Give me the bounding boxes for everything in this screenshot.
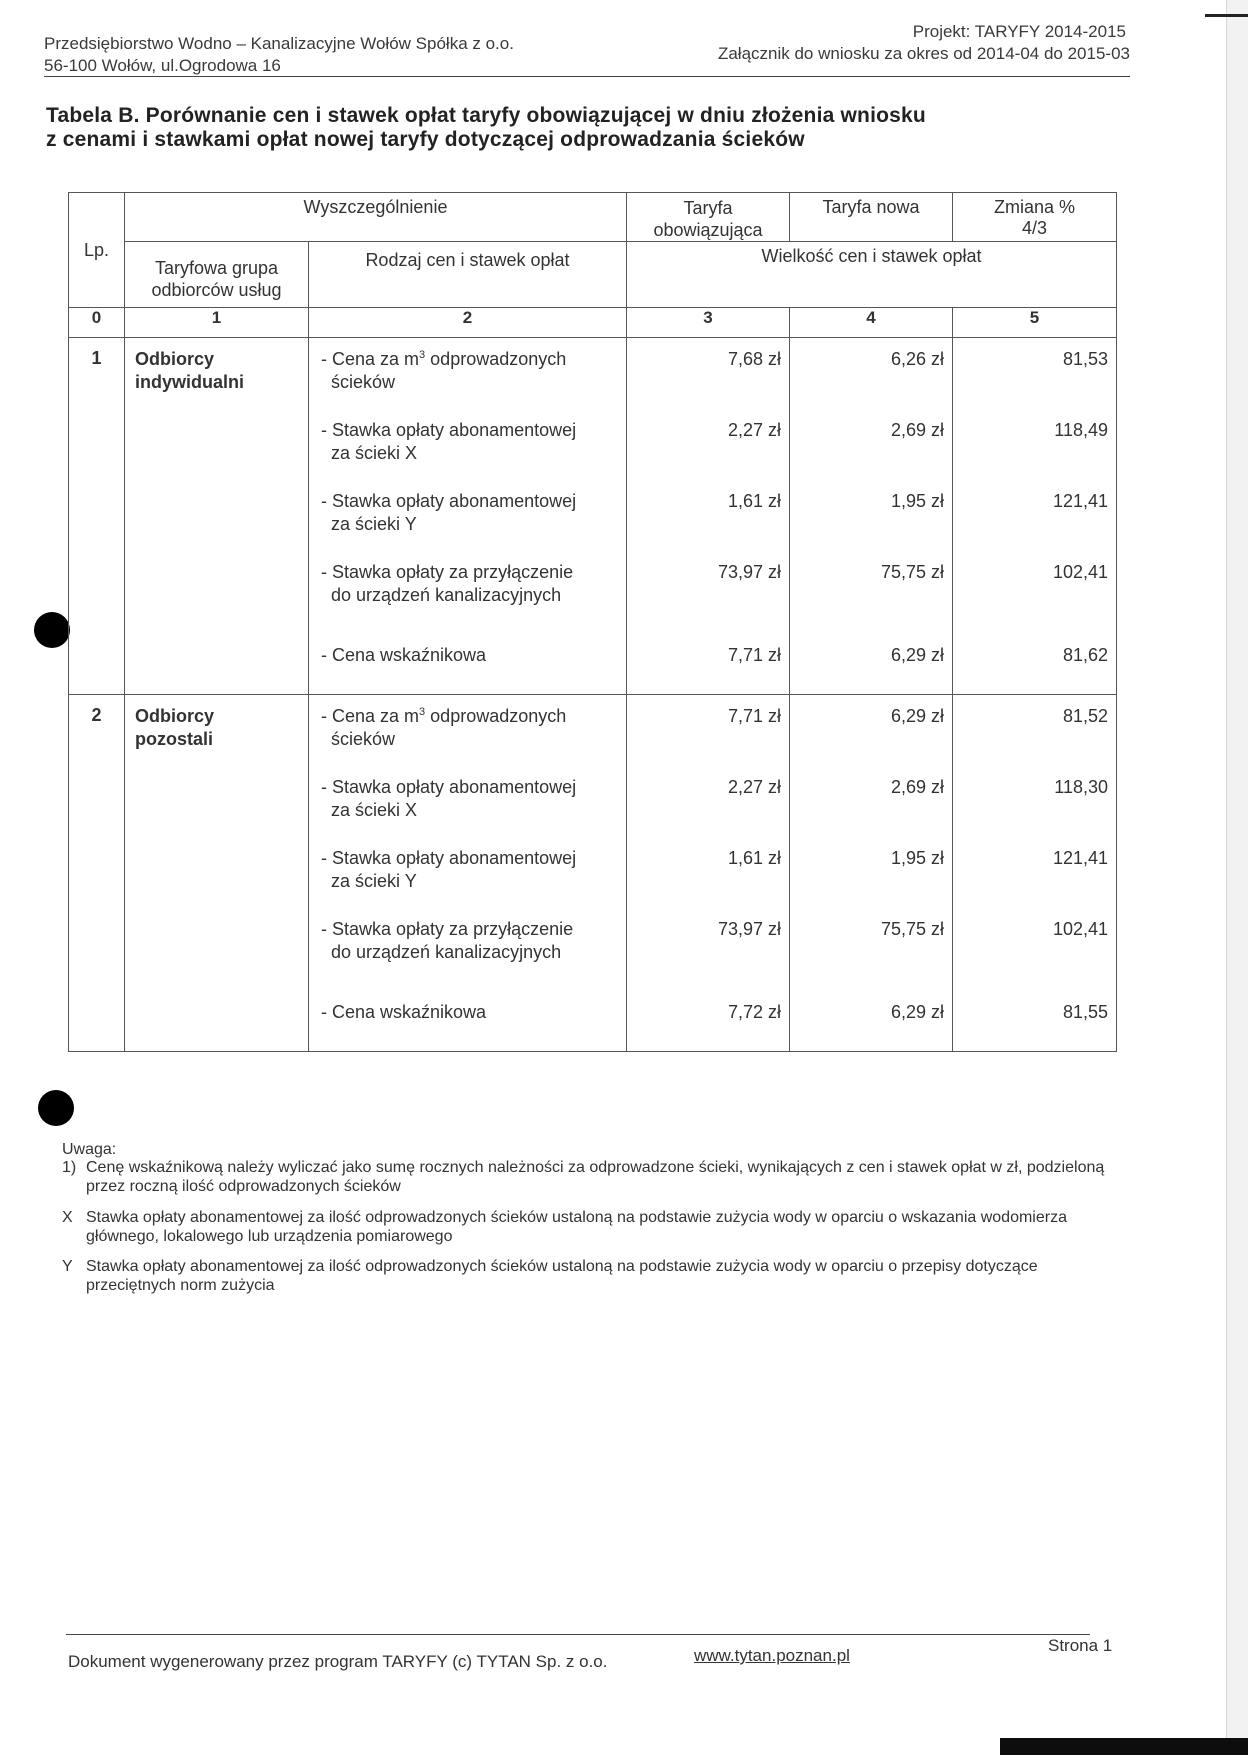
new-value: 6,29 zł xyxy=(890,645,944,665)
row-new-values xyxy=(790,695,953,1052)
change-value: 81,53 xyxy=(1062,349,1108,369)
note-text: Stawka opłaty abonamentowej za ilość odprowadzonych ścieków ustaloną na podstawie zużycia wody w oparciu o wskazania wodomierza głównego, lokalowego lub urządzenia pomiarowego xyxy=(86,1209,1067,1245)
change-value: 81,52 xyxy=(1062,706,1108,726)
rate-item xyxy=(321,480,620,551)
row-group xyxy=(125,338,309,695)
rate-item xyxy=(321,766,620,837)
rate-item xyxy=(321,979,620,1029)
row-current-values xyxy=(627,695,790,1052)
rate-label xyxy=(321,776,620,799)
rate-label xyxy=(321,918,620,941)
note-key: X xyxy=(62,1209,73,1226)
group-name-line1: Odbiorcy xyxy=(135,349,215,369)
row-change-values xyxy=(953,695,1117,1052)
new-value: 2,69 zł xyxy=(890,420,944,440)
header-new-tariff: Taryfa nowa xyxy=(790,193,953,242)
new-value: 6,26 zł xyxy=(890,349,944,369)
rate-label-continuation: do urządzeń kanalizacyjnych xyxy=(331,942,562,962)
tariff-comparison-table xyxy=(68,192,1117,1052)
new-value: 6,29 zł xyxy=(890,706,944,726)
header-kind: Rodzaj cen i stawek opłat xyxy=(309,242,627,308)
rate-label xyxy=(321,705,620,728)
company-name: Przedsiębiorstwo Wodno – Kanalizacyjne Wołów Spółka z o.o. xyxy=(44,34,514,53)
current-value: 73,97 zł xyxy=(717,919,781,939)
header-specification: Wyszczególnienie xyxy=(125,193,627,242)
row-lp: 1 xyxy=(69,338,125,695)
rate-item xyxy=(321,551,620,622)
rate-label-continuation: ścieków xyxy=(331,372,396,392)
rate-label xyxy=(321,419,620,442)
scan-edge-shadow xyxy=(1000,1738,1248,1755)
row-current-values xyxy=(627,338,790,695)
rate-label-continuation: do urządzeń kanalizacyjnych xyxy=(331,585,562,605)
rate-label-continuation: za ścieki X xyxy=(331,443,418,463)
rate-label-rest: odprowadzonych xyxy=(425,706,567,726)
footer-divider xyxy=(66,1634,1090,1635)
rate-item xyxy=(321,695,620,766)
rate-label-start: - Cena za m xyxy=(321,706,420,726)
row-change-values xyxy=(953,338,1117,695)
rate-label-superscript: 3 xyxy=(419,706,426,718)
change-value: 118,30 xyxy=(1054,777,1108,797)
row-group xyxy=(125,695,309,1052)
current-value: 7,71 zł xyxy=(727,706,781,726)
note-key: Y xyxy=(62,1258,73,1275)
column-number: 1 xyxy=(125,308,309,338)
header-values-caption: Wielkość cen i stawek opłat xyxy=(627,242,1117,308)
rate-label-start: - Stawka opłaty abonamentowej xyxy=(321,848,577,868)
rate-item xyxy=(321,837,620,908)
punch-hole xyxy=(34,612,70,648)
column-number: 0 xyxy=(69,308,125,338)
rate-item xyxy=(321,622,620,672)
change-value: 81,62 xyxy=(1062,645,1108,665)
row-items xyxy=(309,695,627,1052)
rate-label-superscript: 3 xyxy=(419,349,426,361)
rate-label-start: - Cena wskaźnikowa xyxy=(321,1002,487,1022)
attachment-label: Załącznik do wniosku za okres od 2014-04 do 2015-03 xyxy=(717,44,1130,63)
current-value: 7,71 zł xyxy=(727,645,781,665)
change-value: 102,41 xyxy=(1052,562,1108,582)
current-value: 7,68 zł xyxy=(727,349,781,369)
current-value: 73,97 zł xyxy=(717,562,781,582)
scan-edge-mark xyxy=(1205,14,1248,17)
row-lp: 2 xyxy=(69,695,125,1052)
new-value: 2,69 zł xyxy=(890,777,944,797)
project-label: Projekt: TARYFY 2014-2015 xyxy=(912,22,1126,41)
header-lp: Lp. xyxy=(69,193,125,308)
note-text: Cenę wskaźnikową należy wyliczać jako sumę rocznych należności za odprowadzone ścieki, wynikających z cen i stawek opłat w zł, podzieloną przez roczną ilość odprowadzonych ścieków xyxy=(86,1159,1105,1195)
current-value: 2,27 zł xyxy=(727,420,781,440)
group-name-line2: indywidualni xyxy=(135,372,245,392)
rate-label xyxy=(321,644,620,667)
rate-label xyxy=(321,561,620,584)
change-value: 118,49 xyxy=(1054,420,1108,440)
rate-label-start: - Stawka opłaty za przyłączenie xyxy=(321,919,574,939)
note-text: Stawka opłaty abonamentowej za ilość odprowadzonych ścieków ustaloną na podstawie zużycia wody w oparciu o przepisy dotyczące przeciętnych norm zużycia xyxy=(86,1258,1038,1294)
header-group: Taryfowa grupa odbiorców usług xyxy=(125,242,309,308)
change-value: 102,41 xyxy=(1052,919,1108,939)
rate-item xyxy=(321,409,620,480)
change-value: 81,55 xyxy=(1062,1002,1108,1022)
rate-label-start: - Stawka opłaty abonamentowej xyxy=(321,777,577,797)
new-value: 6,29 zł xyxy=(890,1002,944,1022)
header-divider xyxy=(44,76,1130,77)
current-value: 7,72 zł xyxy=(727,1002,781,1022)
scan-edge xyxy=(1226,0,1248,1755)
rate-label-continuation: za ścieki Y xyxy=(331,514,417,534)
new-value: 1,95 zł xyxy=(890,491,944,511)
new-value: 75,75 zł xyxy=(880,562,944,582)
rate-label-start: - Cena za m xyxy=(321,349,420,369)
table-row xyxy=(69,695,1117,1052)
company-address: 56-100 Wołów, ul.Ogrodowa 16 xyxy=(44,56,281,75)
row-items xyxy=(309,338,627,695)
rate-label xyxy=(321,1001,620,1024)
new-value: 1,95 zł xyxy=(890,848,944,868)
notes-heading: Uwaga: xyxy=(62,1141,117,1158)
current-value: 1,61 zł xyxy=(727,848,781,868)
rate-label-start: - Stawka opłaty za przyłączenie xyxy=(321,562,574,582)
header-change-formula: 4/3 xyxy=(1021,218,1048,238)
rate-label-continuation: ścieków xyxy=(331,729,396,749)
change-value: 121,41 xyxy=(1052,848,1108,868)
generated-by: Dokument wygenerowany przez program TARYFY (c) TYTAN Sp. z o.o. xyxy=(68,1652,608,1671)
column-number: 2 xyxy=(309,308,627,338)
table-row xyxy=(69,338,1117,695)
current-value: 2,27 zł xyxy=(727,777,781,797)
page-number: Strona 1 xyxy=(1048,1636,1113,1655)
table-title-line1: Tabela B. Porównanie cen i stawek opłat taryfy obowiązującej w dniu złożenia wniosku xyxy=(46,104,926,127)
rate-label-start: - Stawka opłaty abonamentowej xyxy=(321,420,577,440)
group-name-line1: Odbiorcy xyxy=(135,706,215,726)
rate-label-start: - Stawka opłaty abonamentowej xyxy=(321,491,577,511)
rate-label-continuation: za ścieki X xyxy=(331,800,418,820)
rate-label-rest: odprowadzonych xyxy=(425,349,567,369)
current-value: 1,61 zł xyxy=(727,491,781,511)
new-value: 75,75 zł xyxy=(880,919,944,939)
rate-item xyxy=(321,908,620,979)
header-change-label: Zmiana % xyxy=(993,197,1076,217)
rate-label-start: - Cena wskaźnikowa xyxy=(321,645,487,665)
website-link[interactable]: www.tytan.poznan.pl xyxy=(694,1646,850,1665)
header-change xyxy=(953,193,1117,242)
rate-item xyxy=(321,338,620,409)
rate-label xyxy=(321,490,620,513)
row-new-values xyxy=(790,338,953,695)
column-number: 5 xyxy=(953,308,1117,338)
note-key: 1) xyxy=(62,1159,77,1176)
table-title-line2: z cenami i stawkami opłat nowej taryfy dotyczącej odprowadzania ścieków xyxy=(46,128,805,151)
column-number: 4 xyxy=(790,308,953,338)
column-number: 3 xyxy=(627,308,790,338)
header-current-tariff: Taryfa obowiązująca xyxy=(627,193,790,242)
rate-label xyxy=(321,348,620,371)
punch-hole xyxy=(38,1090,74,1126)
rate-label xyxy=(321,847,620,870)
group-name-line2: pozostali xyxy=(135,729,214,749)
change-value: 121,41 xyxy=(1052,491,1108,511)
rate-label-continuation: za ścieki Y xyxy=(331,871,417,891)
